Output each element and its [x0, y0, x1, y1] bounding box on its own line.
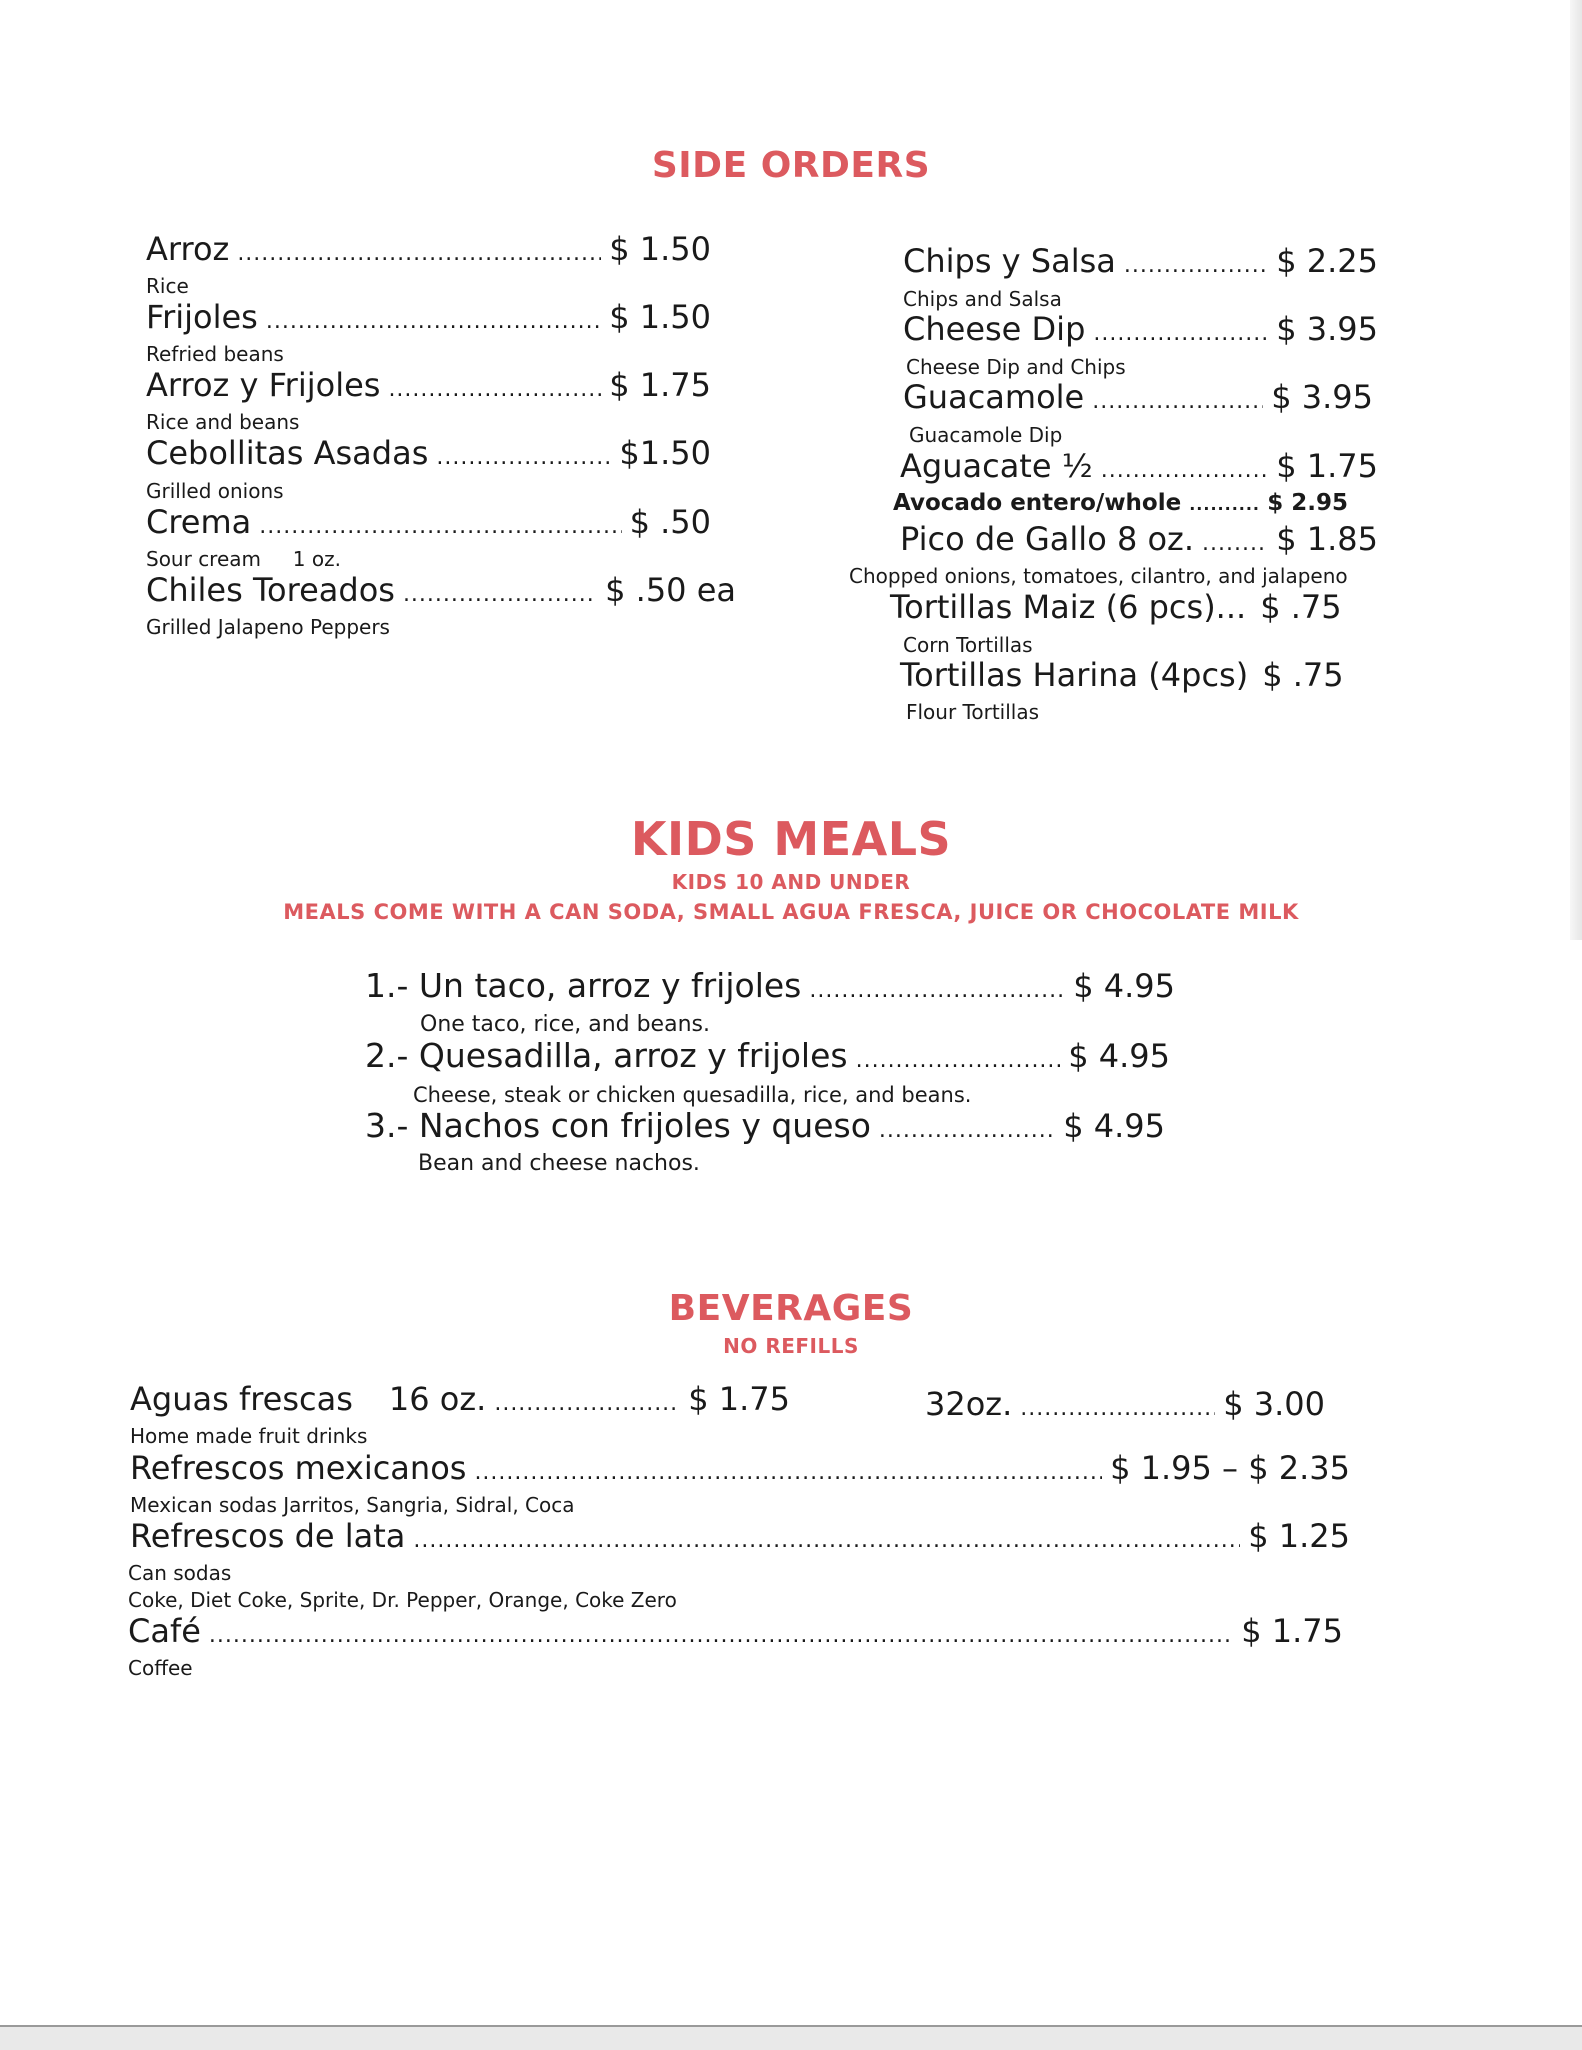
dot-leader — [494, 1391, 680, 1416]
dot-leader — [1202, 531, 1268, 556]
item-name: Café — [128, 1612, 201, 1650]
item-name: Chips y Salsa — [903, 242, 1116, 280]
item-name: Tortillas Maiz (6 pcs)... — [890, 588, 1247, 626]
menu-item-row — [900, 520, 1378, 558]
item-price: $ 4.95 — [1063, 1107, 1165, 1145]
item-price: $ 2.25 — [1276, 242, 1378, 280]
beverages-heading: BEVERAGES — [668, 1288, 914, 1329]
dot-leader — [1124, 253, 1268, 278]
item-description: Refried beans — [146, 342, 284, 366]
kids-meal-row — [365, 1036, 1170, 1075]
dot-leader — [1189, 495, 1259, 514]
item-name: Frijoles — [146, 298, 258, 336]
item-price: $ .50 ea — [605, 571, 736, 609]
item-name: Avocado entero/whole — [893, 490, 1182, 516]
item-name: Arroz y Frijoles — [146, 366, 381, 404]
item-description: Flour Tortillas — [906, 700, 1040, 724]
menu-item-row — [146, 571, 736, 609]
menu-item-row — [146, 230, 711, 268]
item-name: Refrescos de lata — [130, 1517, 406, 1555]
menu-item-row — [903, 310, 1378, 348]
dot-leader — [209, 1623, 1233, 1648]
item-price: $ 1.50 — [609, 230, 711, 268]
item-price: $ 1.85 — [1276, 520, 1378, 558]
item-size-large: 32oz. — [925, 1385, 1013, 1423]
dot-leader — [403, 582, 597, 607]
beverage-row — [130, 1449, 1350, 1487]
item-price: $ 4.95 — [1068, 1037, 1170, 1075]
item-description: Guacamole Dip — [909, 423, 1063, 447]
dot-leader — [259, 514, 621, 539]
item-name: Tortillas Harina (4pcs) — [900, 656, 1249, 694]
item-price: $ 2.95 — [1267, 490, 1348, 516]
dot-leader — [237, 241, 601, 266]
item-description: One taco, rice, and beans. — [420, 1012, 710, 1037]
item-description: Chopped onions, tomatoes, cilantro, and jalapeno — [849, 564, 1348, 588]
item-description: Cheese Dip and Chips — [906, 355, 1126, 379]
item-description: Rice and beans — [146, 410, 300, 434]
item-name: Guacamole — [903, 378, 1085, 416]
beverage-row-aguas — [130, 1380, 790, 1418]
item-price: $ 1.75 — [609, 366, 711, 404]
item-description: Sour cream 1 oz. — [146, 547, 341, 571]
item-name: 3.- Nachos con frijoles y queso — [365, 1106, 871, 1145]
item-description: Can sodas — [128, 1561, 232, 1585]
kids-meals-subtitle: KIDS 10 AND UNDER — [671, 870, 911, 894]
item-price: $ 1.50 — [609, 298, 711, 336]
dot-leader — [809, 978, 1065, 1003]
item-description: Mexican sodas Jarritos, Sangria, Sidral, Coca — [130, 1493, 575, 1517]
item-description: Grilled onions — [146, 479, 284, 503]
item-name: Crema — [146, 503, 252, 541]
dot-leader — [879, 1118, 1055, 1143]
page-edge-bottom — [0, 2025, 1582, 2050]
dot-leader — [413, 1528, 1240, 1553]
dot-leader — [474, 1460, 1102, 1485]
page-edge-right — [1570, 0, 1582, 940]
item-description: Bean and cheese nachos. — [418, 1151, 700, 1176]
item-name: 1.- Un taco, arroz y frijoles — [365, 966, 802, 1005]
item-description: Corn Tortillas — [903, 633, 1033, 657]
item-name: Pico de Gallo 8 oz. — [900, 520, 1195, 558]
item-description: Grilled Jalapeno Peppers — [146, 615, 390, 639]
item-name: Cheese Dip — [903, 310, 1086, 348]
beverage-row — [128, 1612, 1343, 1650]
item-description: Home made fruit drinks — [130, 1424, 368, 1448]
item-name: Aguas frescas — [130, 1380, 353, 1418]
item-size-small: 16 oz. — [388, 1380, 487, 1418]
dot-leader — [266, 309, 601, 334]
menu-item-row — [900, 656, 1370, 694]
item-price: $ 1.95 – $ 2.35 — [1110, 1449, 1350, 1487]
dot-leader — [1093, 321, 1268, 346]
menu-item-row — [146, 503, 711, 541]
menu-item-row — [903, 242, 1378, 280]
beverages-subtitle: NO REFILLS — [723, 1334, 859, 1358]
item-name: Refrescos mexicanos — [130, 1449, 467, 1487]
item-price: $ 4.95 — [1073, 967, 1175, 1005]
item-price: $ 3.95 — [1276, 310, 1378, 348]
item-description: Cheese, steak or chicken quesadilla, rice, and beans. — [413, 1083, 972, 1107]
kids-meal-row — [365, 966, 1175, 1005]
item-price: $ .75 — [1262, 656, 1344, 694]
menu-item-row — [146, 434, 711, 472]
kids-meal-row — [365, 1106, 1165, 1145]
dot-leader — [388, 377, 601, 402]
item-price: $ 3.95 — [1271, 378, 1373, 416]
menu-item-row — [890, 588, 1360, 626]
item-description: Chips and Salsa — [903, 287, 1062, 311]
item-price-large: $ 3.00 — [1223, 1385, 1325, 1423]
item-price: $ .50 — [629, 503, 711, 541]
item-name: Cebollitas Asadas — [146, 434, 429, 472]
item-description-detail: Coke, Diet Coke, Sprite, Dr. Pepper, Orange, Coke Zero — [128, 1588, 677, 1612]
menu-item-row — [146, 298, 711, 336]
dot-leader — [436, 445, 611, 470]
side-orders-heading: SIDE ORDERS — [651, 145, 931, 186]
item-name: Chiles Toreados — [146, 571, 395, 609]
item-price: $ 1.75 — [1276, 447, 1378, 485]
dot-leader — [1092, 389, 1263, 414]
kids-meals-heading: KIDS MEALS — [630, 812, 952, 866]
dot-leader — [856, 1048, 1061, 1073]
item-price-small: $ 1.75 — [688, 1380, 790, 1418]
item-name: Aguacate ½ — [900, 447, 1093, 485]
dot-leader — [1101, 458, 1269, 483]
item-description: Rice — [146, 274, 189, 298]
item-price: $ 1.25 — [1248, 1517, 1350, 1555]
menu-item-row — [903, 378, 1373, 416]
item-price: $ 1.75 — [1241, 1612, 1343, 1650]
menu-item-row — [146, 366, 711, 404]
beverage-row-aguas-large — [925, 1385, 1325, 1423]
item-name: 2.- Quesadilla, arroz y frijoles — [365, 1036, 848, 1075]
item-description: Coffee — [128, 1656, 193, 1680]
kids-meals-note: MEALS COME WITH A CAN SODA, SMALL AGUA FRESCA, JUICE OR CHOCOLATE MILK — [283, 900, 1299, 924]
dot-leader — [1020, 1396, 1215, 1421]
item-price: $1.50 — [619, 434, 711, 472]
item-price: $ .75 — [1260, 588, 1342, 626]
menu-item-row — [900, 447, 1378, 485]
beverage-row — [130, 1517, 1350, 1555]
item-name: Arroz — [146, 230, 230, 268]
menu-item-row — [893, 490, 1348, 516]
